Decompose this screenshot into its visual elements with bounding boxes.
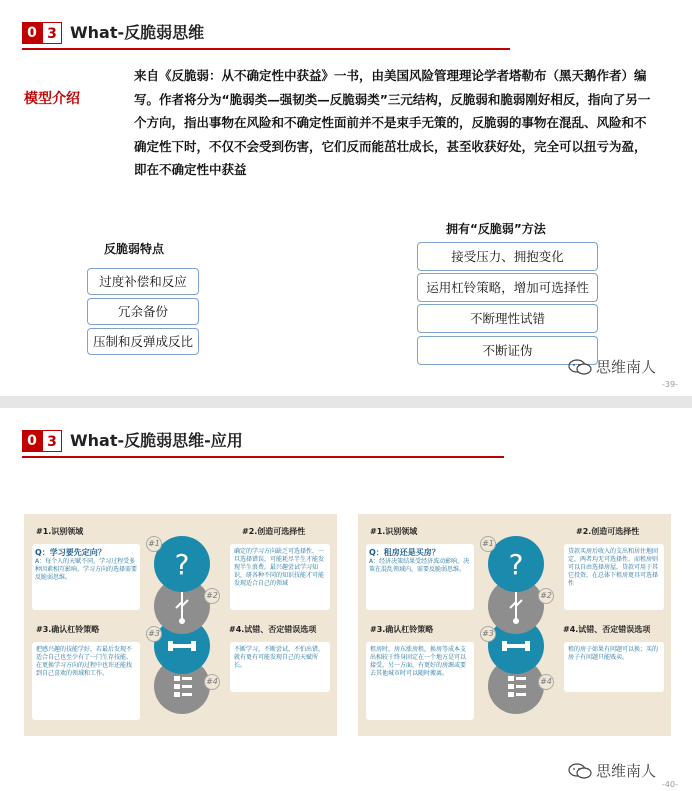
step1-circle — [154, 536, 210, 592]
watermark — [568, 356, 656, 377]
step2-text: 贷款买房后收入的支出和居住地固定，两者均无可选择性。而租房则可以自由选择房屋，贷款可用于其它投资，在总体下租房更具可选择性 — [564, 544, 664, 610]
badge-three: 3 — [42, 22, 62, 44]
step1-title: #1.识别领域 — [370, 527, 418, 536]
step4-title: #4.试错、否定错误选项 — [229, 625, 317, 634]
answer-text: A：经济决策结果受经济波动影响，决策在混乱领域内，需要反脆弱思维。 — [369, 558, 470, 573]
tag-3: #3 — [480, 626, 496, 642]
methods-title: 拥有“反脆弱”方法 — [446, 222, 546, 236]
slide-title: What-反脆弱思维-应用 — [70, 431, 243, 450]
section-badge — [22, 22, 62, 44]
question-icon — [488, 536, 544, 592]
badge-zero: 0 — [22, 22, 42, 44]
tag-2: #2 — [538, 588, 554, 604]
step4-text: 租的房子如果有问题可以换；买的房子有问题只能贱卖。 — [564, 642, 664, 692]
tag-3: #3 — [146, 626, 162, 642]
step4-text: 不断学习，不断尝试，不怕出错，就有更有可能发现自己的天赋所长。 — [230, 642, 330, 692]
page-number: -39- — [662, 380, 678, 389]
watermark — [568, 760, 656, 781]
question-text: Q：租房还是买房？ — [369, 548, 440, 557]
trait-item: 冗余备份 — [87, 298, 199, 325]
question-box — [366, 544, 474, 610]
tag-1: #1 — [480, 536, 496, 552]
question-icon — [154, 536, 210, 592]
application-panel-learning — [24, 514, 337, 736]
watermark-text: 思维南人 — [596, 762, 657, 780]
answer-text: A：每个人的天赋不同，学习过程受多种因素相互影响，学习方向的选择需要反脆弱思维。 — [35, 558, 138, 581]
step4-title: #4.试错、否定错误选项 — [563, 625, 651, 634]
step1-circle — [488, 536, 544, 592]
wechat-icon — [568, 763, 592, 779]
method-item: 运用杠铃策略，增加可选择性 — [417, 273, 598, 302]
trait-item: 过度补偿和反应 — [87, 268, 199, 295]
question-text: Q：学习要先定向？ — [35, 548, 106, 557]
step3-text: 把感兴趣的技能学好，若最后发现不适合自己也至少有了一门生存技能。在更换学习方向的过程中也许还能找到自己喜欢的领域和工作。 — [32, 642, 140, 720]
model-label: 模型介绍 — [24, 91, 80, 107]
step2-text: 确定的学习方向缺乏可选择性，一旦选择错误，可能耗尽半生才能发现半生浪费。最兴趣尝试学习知识，研各种不同的知识技能才可能发现适合自己的领域 — [230, 544, 330, 610]
tag-2: #2 — [204, 588, 220, 604]
model-description: 来自《反脆弱：从不确定性中获益》一书，由美国风险管理理论学者塔勒布（黑天鹅作者）编写。作者将分为“脆弱类—强韧类—反脆弱类”三元结构，反脆弱和脆弱刚好相反，指向了另一个方向，指出事物在风险和不确定性面前并不是束手无策的，反脆弱的事物在混乱、风险和不确定性下时，不仅不会受到伤害，它们反而能茁壮成长，甚至收获好处，完全可以扭亏为盈，即在不确定性中获益 — [134, 68, 651, 177]
title-underline — [22, 48, 510, 50]
svg-text:?: ? — [508, 548, 524, 581]
tag-4: #4 — [204, 674, 220, 690]
step3-text: 租房时，房东涨房租，换房等成本支出相较于终身固定在一个地方是可以接受。另一方面，有更好的房源或要去其他城市时可以随时搬离。 — [366, 642, 474, 720]
badge-three: 3 — [42, 430, 62, 452]
step3-title: #3.确认杠铃策略 — [36, 625, 100, 634]
tag-1: #1 — [146, 536, 162, 552]
slide-title: What-反脆弱思维 — [70, 23, 205, 42]
step2-title: #2.创造可选择性 — [576, 527, 640, 536]
section-badge — [22, 430, 62, 452]
svg-text:?: ? — [174, 548, 190, 581]
application-panel-housing — [358, 514, 671, 736]
method-item: 不断理性试错 — [417, 304, 598, 333]
wechat-icon — [568, 359, 592, 375]
traits-title: 反脆弱特点 — [104, 242, 165, 256]
method-item: 不断证伪 — [417, 336, 598, 365]
question-box — [32, 544, 140, 610]
trait-item: 压制和反弹成反比 — [87, 328, 199, 355]
method-item: 接受压力、拥抱变化 — [417, 242, 598, 271]
slide-40 — [0, 408, 692, 791]
page-number: -40- — [662, 780, 678, 789]
title-underline — [22, 456, 504, 458]
step2-title: #2.创造可选择性 — [242, 527, 306, 536]
step1-title: #1.识别领域 — [36, 527, 84, 536]
tag-4: #4 — [538, 674, 554, 690]
step3-title: #3.确认杠铃策略 — [370, 625, 434, 634]
badge-zero: 0 — [22, 430, 42, 452]
watermark-text: 思维南人 — [596, 358, 657, 376]
